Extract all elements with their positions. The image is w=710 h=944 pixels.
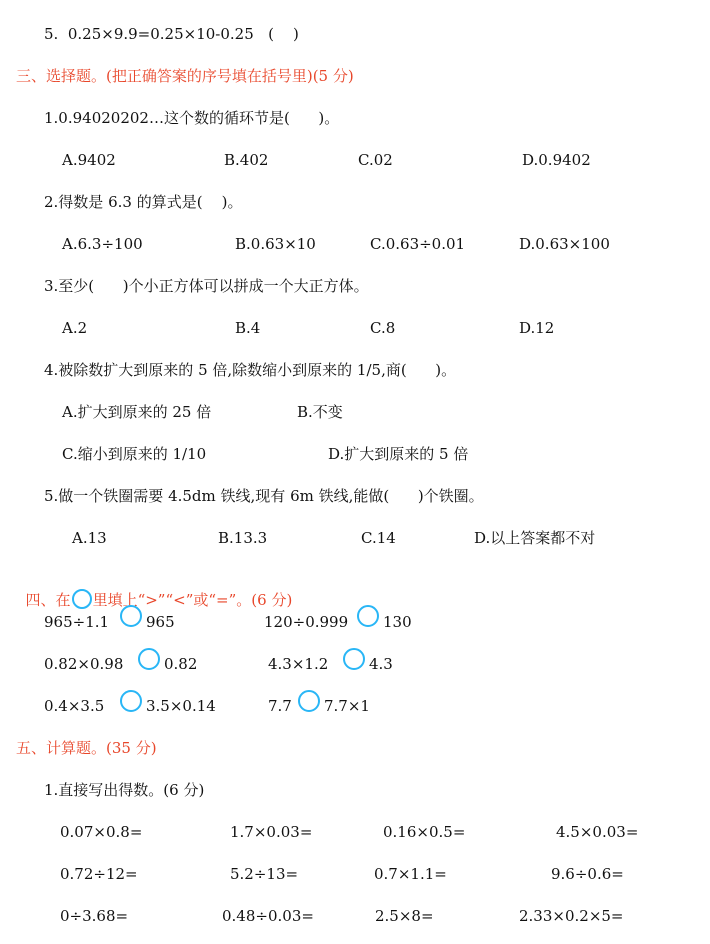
section4-title-before: 四、在 — [25, 591, 71, 609]
q4-option-a: A.扩大到原来的 25 倍 — [62, 403, 212, 421]
q2-option-c: C.0.63÷0.01 — [370, 235, 466, 253]
q1-option-a: A.9402 — [62, 151, 116, 169]
q3-option-c: C.8 — [370, 319, 396, 337]
q2-option-d: D.0.63×100 — [519, 235, 610, 253]
q1-stem: 1.0.94020202…这个数的循环节是( )。 — [44, 109, 340, 127]
blank-circle-icon — [72, 589, 92, 609]
q1-option-d: D.0.9402 — [522, 151, 591, 169]
q2-option-b: B.0.63×10 — [235, 235, 316, 253]
answer-circle-5[interactable] — [120, 690, 142, 712]
calc-r3c4: 2.33×0.2×5= — [519, 907, 624, 925]
calc-r2c4: 9.6÷0.6= — [551, 865, 624, 883]
answer-circle-3[interactable] — [138, 648, 160, 670]
q2-stem: 2.得数是 6.3 的算式是( )。 — [44, 193, 243, 211]
answer-circle-1[interactable] — [120, 605, 142, 627]
q4-option-d: D.扩大到原来的 5 倍 — [328, 445, 469, 463]
compare-left-5: 0.4×3.5 — [44, 697, 105, 715]
q4-option-b: B.不变 — [297, 403, 343, 421]
judge-item-5: 5. 0.25×9.9=0.25×10-0.25 ( ) — [44, 25, 299, 43]
section3-title: 三、选择题。(把正确答案的序号填在括号里)(5 分) — [16, 67, 354, 85]
q1-option-b: B.402 — [224, 151, 269, 169]
section4-title-after: 里填上“>”“<”或“=”。(6 分) — [92, 591, 293, 609]
calc-r2c3: 0.7×1.1= — [374, 865, 447, 883]
compare-left-1: 965÷1.1 — [44, 613, 110, 631]
answer-circle-2[interactable] — [357, 605, 379, 627]
compare-right-4: 4.3 — [369, 655, 393, 673]
q5-stem: 5.做一个铁圈需要 4.5dm 铁线,现有 6m 铁线,能做( )个铁圈。 — [44, 487, 484, 505]
calc-r1c3: 0.16×0.5= — [383, 823, 466, 841]
calc-r3c2: 0.48÷0.03= — [222, 907, 314, 925]
q5-option-d: D.以上答案都不对 — [474, 529, 596, 547]
q3-option-d: D.12 — [519, 319, 555, 337]
q2-option-a: A.6.3÷100 — [62, 235, 143, 253]
calc-r1c1: 0.07×0.8= — [60, 823, 143, 841]
compare-left-2: 120÷0.999 — [264, 613, 349, 631]
section4-title — [16, 569, 292, 610]
calc-r2c2: 5.2÷13= — [230, 865, 299, 883]
q5-option-a: A.13 — [72, 529, 107, 547]
q5-option-b: B.13.3 — [218, 529, 268, 547]
q4-stem: 4.被除数扩大到原来的 5 倍,除数缩小到原来的 1/5,商( )。 — [44, 361, 457, 379]
answer-circle-4[interactable] — [343, 648, 365, 670]
compare-left-6: 7.7 — [268, 697, 292, 715]
calc-r3c1: 0÷3.68= — [60, 907, 129, 925]
calc-r1c4: 4.5×0.03= — [556, 823, 639, 841]
q5-option-c: C.14 — [361, 529, 396, 547]
compare-right-5: 3.5×0.14 — [146, 697, 216, 715]
q1-option-c: C.02 — [358, 151, 393, 169]
compare-left-3: 0.82×0.98 — [44, 655, 124, 673]
compare-right-2: 130 — [383, 613, 412, 631]
compare-left-4: 4.3×1.2 — [268, 655, 329, 673]
q3-option-a: A.2 — [62, 319, 88, 337]
section5-title: 五、计算题。(35 分) — [16, 739, 157, 757]
calc-r2c1: 0.72÷12= — [60, 865, 138, 883]
q4-option-c: C.缩小到原来的 1/10 — [62, 445, 207, 463]
q3-option-b: B.4 — [235, 319, 261, 337]
calc-r3c3: 2.5×8= — [375, 907, 434, 925]
compare-right-6: 7.7×1 — [324, 697, 370, 715]
compare-right-1: 965 — [146, 613, 175, 631]
sub1-title: 1.直接写出得数。(6 分) — [44, 781, 205, 799]
calc-r1c2: 1.7×0.03= — [230, 823, 313, 841]
answer-circle-6[interactable] — [298, 690, 320, 712]
compare-right-3: 0.82 — [164, 655, 198, 673]
q3-stem: 3.至少( )个小正方体可以拼成一个大正方体。 — [44, 277, 369, 295]
